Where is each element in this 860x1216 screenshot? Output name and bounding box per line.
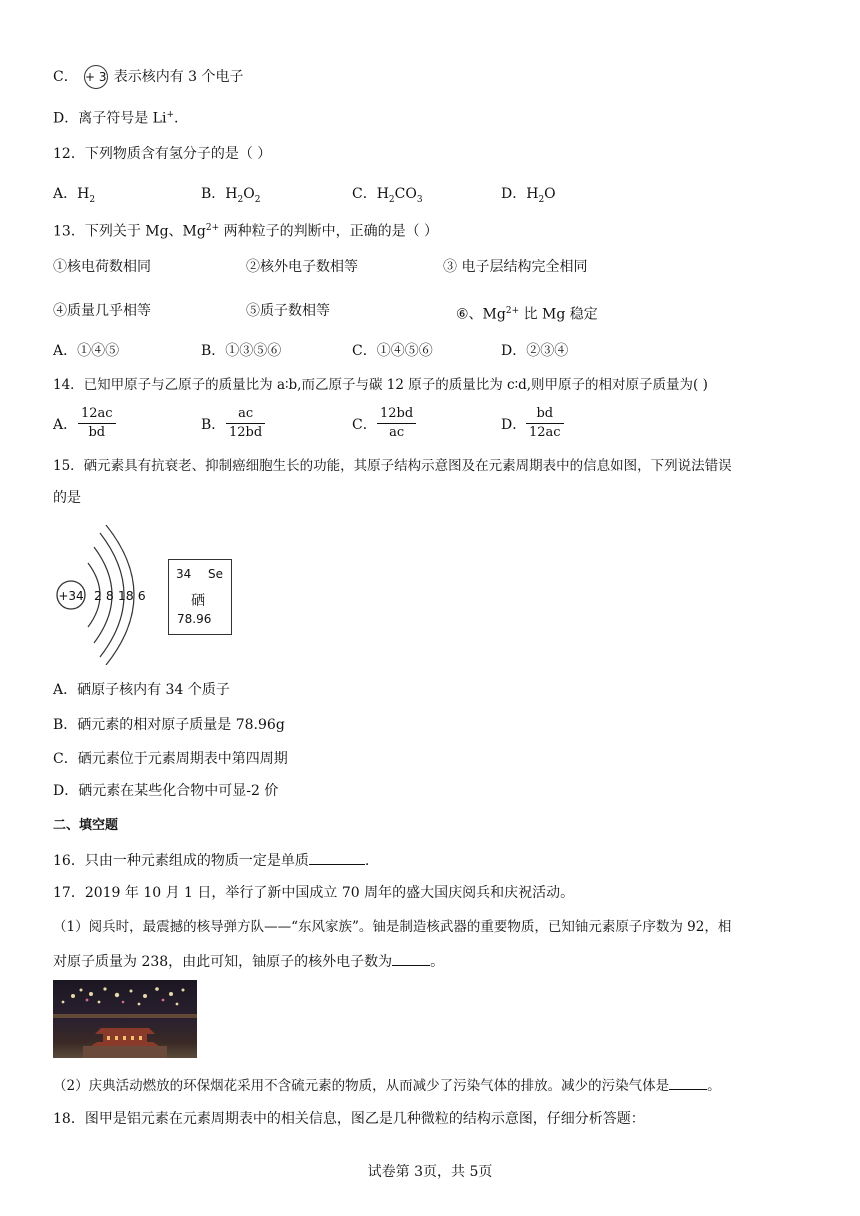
q18-stem: 18．图甲是铝元素在元素周期表中的相关信息，图乙是几种微粒的结构示意图，仔细分析答题： bbox=[53, 1111, 645, 1127]
q13-statement-2: ②核外电子数相等 bbox=[246, 259, 358, 275]
q15-stem-line2: 的是 bbox=[53, 490, 81, 506]
tiananmen-building bbox=[83, 1028, 167, 1058]
q11-option-d: D．离子符号是 Li+. bbox=[53, 110, 179, 127]
q11-c-label: C． bbox=[53, 69, 78, 85]
q12-option-d: D．$H_2O$ bbox=[501, 186, 556, 205]
q15-stem-line1: 15．硒元素具有抗衰老、抑制癌细胞生长的功能，其原子结构示意图及在元素周期表中的信息如图，下列说法错误 bbox=[53, 458, 732, 474]
q15-option-b: B．硒元素的相对原子质量是 78.96g bbox=[53, 717, 285, 733]
q13-option-a: A．①④⑤ bbox=[53, 343, 120, 359]
q13-statement-1: ①核电荷数相同 bbox=[53, 259, 151, 275]
answer-blank[interactable] bbox=[309, 850, 365, 865]
q12-option-c: C．$H_2CO_3$ bbox=[352, 186, 423, 205]
nucleus-charge-icon: + 3 bbox=[84, 65, 108, 89]
answer-blank[interactable] bbox=[392, 951, 430, 966]
nucleus-label: +34 bbox=[58, 589, 84, 603]
selenium-atom-structure-diagram bbox=[50, 525, 160, 665]
q14-option-b-fraction: $\frac{ac}{12bd}$ bbox=[226, 406, 265, 441]
q14-option-b-label: B． bbox=[201, 417, 226, 433]
q17-stem: 17．2019 年 10 月 1 日，举行了新中国成立 70 周年的盛大国庆阅兵和庆祝活动。 bbox=[53, 885, 575, 901]
q15-option-d: D．硒元素在某些化合物中可显-2 价 bbox=[53, 783, 279, 799]
q13-statement-4: ④质量几乎相等 bbox=[53, 303, 151, 319]
q15-option-a: A．硒原子核内有 34 个质子 bbox=[53, 682, 230, 698]
q13-statement-6: ⑥、$Mg^{2+}$ 比 Mg 稳定 bbox=[456, 306, 598, 323]
page-footer: 试卷第 3页，共 5页 bbox=[367, 1164, 493, 1180]
q13-stem: 13．下列关于 Mg、$Mg^{2+}$ 两种粒子的判断中，正确的是（ ） bbox=[53, 223, 439, 240]
q13-statement-3: ③ 电子层结构完全相同 bbox=[443, 259, 588, 275]
q12-stem: 12．下列物质含有氢分子的是（ ） bbox=[53, 146, 272, 162]
q11-option-c bbox=[53, 65, 244, 89]
answer-blank[interactable] bbox=[669, 1075, 707, 1090]
q17-part1-line2: 对原子质量为 238，由此可知，铀原子的核外电子数为 。 bbox=[53, 951, 444, 971]
q14-option-d-fraction: $\frac{bd}{12ac}$ bbox=[526, 406, 564, 441]
q16-text: 16．只由一种元素组成的物质一定是单质 . bbox=[53, 850, 369, 870]
fireworks-burst bbox=[86, 999, 165, 1004]
section-title: 二、填空题 bbox=[53, 818, 119, 833]
fireworks-photo bbox=[53, 980, 197, 1058]
q14-option-d-label: D． bbox=[501, 417, 527, 433]
atomic-mass: 78.96 bbox=[177, 612, 212, 626]
q13-option-b: B．①③⑤⑥ bbox=[201, 343, 282, 359]
q11-c-text: 表示核内有 3 个电子 bbox=[113, 69, 244, 85]
q12-option-b: B．$H_2O_2$ bbox=[201, 186, 261, 205]
q15-option-c: C．硒元素位于元素周期表中第四周期 bbox=[53, 751, 288, 767]
q14-stem: 14．已知甲原子与乙原子的质量比为 a∶b,而乙原子与碳 12 原子的质量比为 c∶d,则甲原子的相对原子质量为( ) bbox=[53, 377, 708, 393]
element-name: 硒 bbox=[191, 593, 205, 609]
periodic-table-cell bbox=[168, 559, 232, 635]
q13-option-d: D．②③④ bbox=[501, 343, 569, 359]
q17-part2: （2）庆典活动燃放的环保烟花采用不含硫元素的物质，从而减少了污染气体的排放。减少的污染气体是 。 bbox=[53, 1075, 721, 1095]
q13-statement-5: ⑤质子数相等 bbox=[246, 303, 330, 319]
q14-option-c-label: C． bbox=[352, 417, 377, 433]
q12-option-a: A．$H_2$ bbox=[53, 186, 96, 205]
atomic-number: 34 bbox=[176, 567, 192, 581]
q14-option-c-fraction: $\frac{12bd}{ac}$ bbox=[377, 406, 416, 441]
element-symbol: Se bbox=[208, 567, 223, 581]
shell-electron-counts: 2 8 18 6 bbox=[94, 588, 146, 603]
q17-part1-line1: （1）阅兵时，最震撼的核导弹方队——“东风家族”。铀是制造核武器的重要物质，已知铀元素原子序数为 92，相 bbox=[53, 919, 732, 935]
q14-option-a-label: A． bbox=[53, 417, 78, 433]
q14-option-a-fraction: $\frac{12ac}{bd}$ bbox=[78, 406, 116, 441]
q13-option-c: C．①④⑤⑥ bbox=[352, 343, 433, 359]
